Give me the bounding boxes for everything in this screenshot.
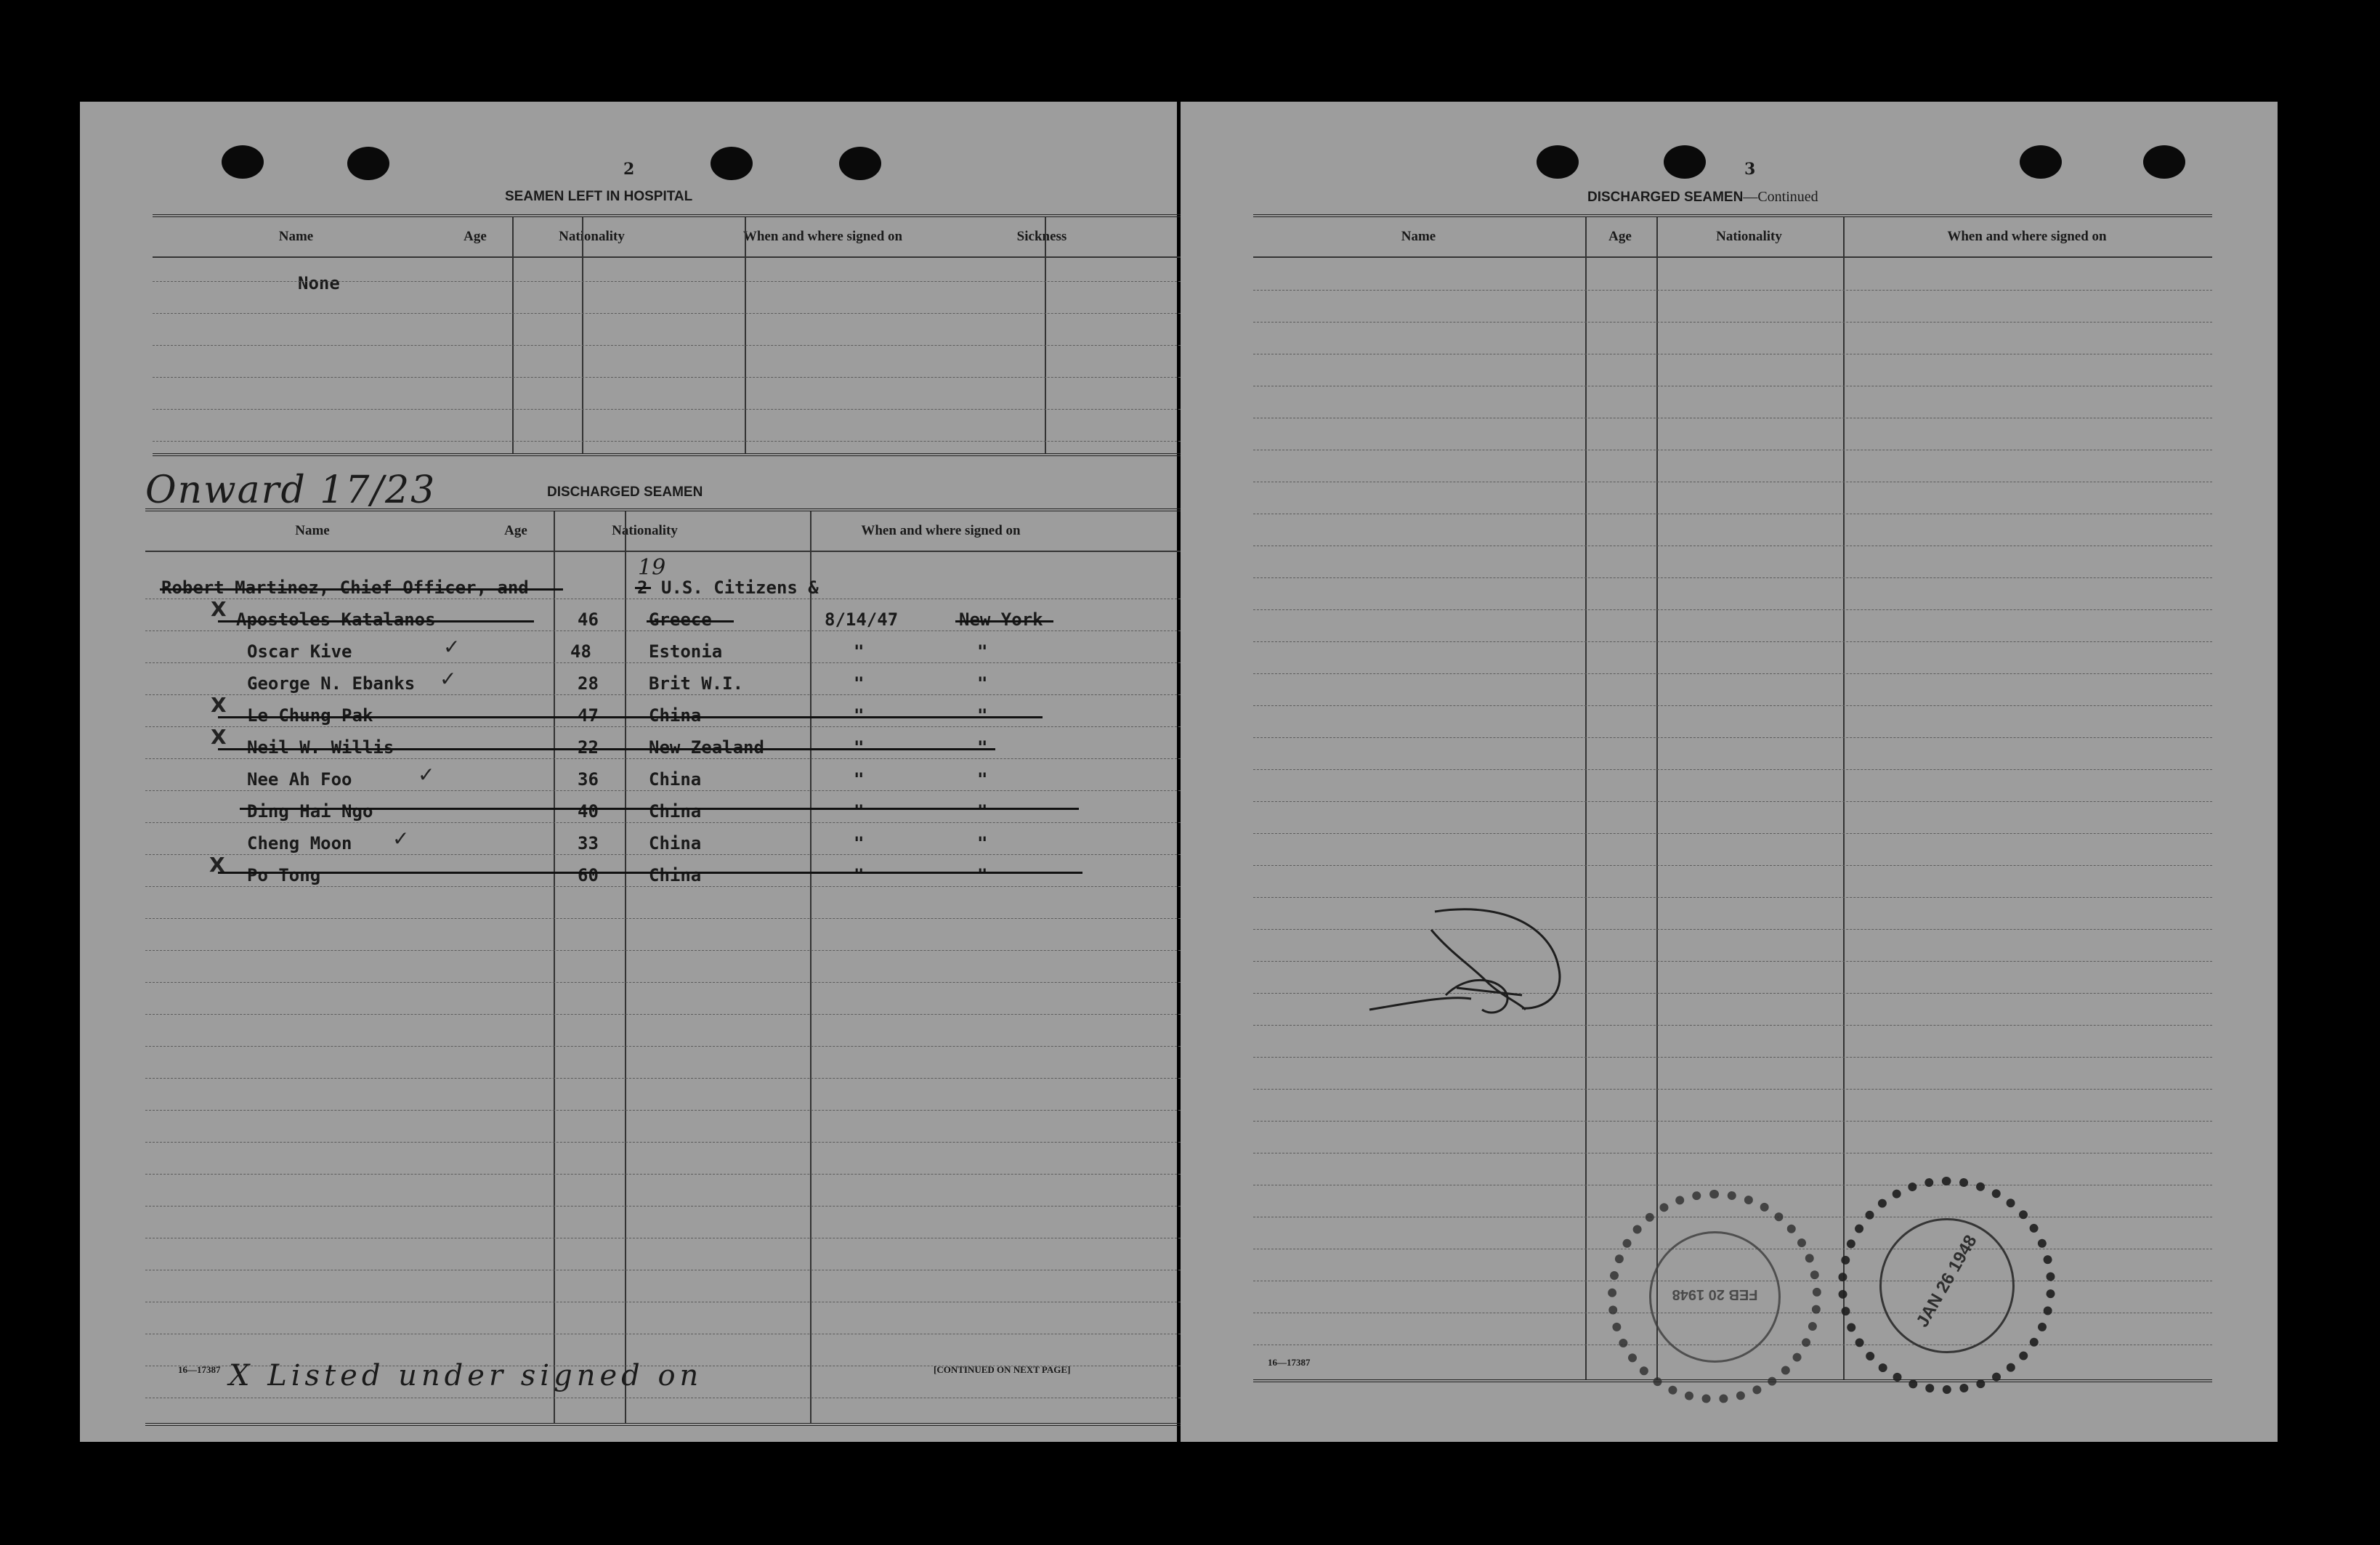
seaman-signed-place: " [977,705,988,726]
rule-line [145,790,1191,791]
right-page [1181,102,2278,1442]
seaman-signed-place: " [977,737,988,758]
column-divider [1045,217,1046,453]
punch-hole [347,147,389,180]
rule-line [145,950,1191,951]
rule-line [145,758,1191,759]
rule-line [1253,897,2212,898]
seaman-nationality: China [649,865,702,885]
seaman-nationality: New Zealand [649,737,764,758]
hospital-header [153,217,1191,258]
rule-line [145,1110,1191,1111]
seaman-name: Apostoles Katalanos [236,609,436,630]
rule-line [1253,577,2212,578]
rule-line [145,662,1191,663]
col-header-signed-on: When and where signed on [1947,229,2107,244]
x-mark: X [211,693,227,717]
col-header-name: Name [278,229,314,244]
seaman-age: 47 [578,705,599,726]
rule-line [145,886,1191,887]
rule-line [145,854,1191,855]
rule-line [1253,705,2212,706]
seaman-age: 48 [570,641,591,662]
rule-line [153,345,1191,346]
rule-line [1253,769,2212,770]
seaman-signed-date: " [854,673,865,694]
seaman-age: 60 [578,865,599,885]
header-row-nationality: U.S. Citizens & [661,577,819,598]
signature [1362,901,1580,1017]
punch-hole [1537,145,1579,179]
form-number: 16—17387 [178,1364,221,1375]
seaman-signed-place: " [977,833,988,853]
title-main: DISCHARGED SEAMEN [1587,190,1744,205]
rule-line [153,313,1191,314]
stamp-inner-ring [1879,1218,2015,1353]
header-row-count-original: 2 [637,577,648,598]
col-header-nationality: Nationality [1716,229,1782,244]
rule-line [145,822,1191,823]
seaman-age: 36 [578,769,599,790]
rule-line [1253,641,2212,642]
column-divider [512,217,514,453]
rule-line [153,281,1191,282]
stamp-date: JAN 26 1948 [1912,1231,1981,1331]
discharged-title: DISCHARGED SEAMEN [547,484,703,500]
postmark-stamp [1608,1190,1821,1403]
punch-hole [711,147,753,180]
seaman-signed-date: " [854,737,865,758]
rule-line [145,1206,1191,1207]
column-divider [1843,217,1845,1379]
rule-line [145,630,1191,631]
strike-line [635,587,651,589]
seaman-signed-date: 8/14/47 [825,609,899,630]
rule-line [145,694,1191,695]
handwritten-footnote: X Listed under signed on [229,1359,703,1392]
header-row-count-correction: 19 [638,555,666,580]
left-page [80,102,1177,1442]
punch-hole [2143,145,2185,179]
col-header-age: Age [464,229,487,244]
col-header-nationality: Nationality [559,229,625,244]
continued-note: [CONTINUED ON NEXT PAGE] [934,1364,1071,1375]
seaman-signed-date: " [854,705,865,726]
check-mark: ✓ [418,763,435,787]
col-header-nationality: Nationality [612,523,678,538]
seaman-signed-place: " [977,769,988,790]
col-header-age: Age [504,523,527,538]
rule-line [1253,801,2212,802]
seaman-signed-place: " [977,641,988,662]
hospital-table [153,214,1191,456]
continued-header [1253,217,2212,258]
strike-line [218,716,1043,718]
col-header-name: Name [1401,229,1436,244]
seaman-name: Ding Hai Ngo [247,801,373,822]
check-mark: ✓ [440,667,457,691]
rule-line [153,377,1191,378]
seaman-age: 46 [578,609,599,630]
check-mark: ✓ [443,635,461,659]
column-divider [745,217,746,453]
rule-line [1253,673,2212,674]
column-divider [625,511,626,1423]
seaman-signed-place: " [977,801,988,822]
seaman-name: Neil W. Willis [247,737,394,758]
seaman-age: 40 [578,801,599,822]
seaman-nationality: China [649,705,702,726]
strike-line [160,588,563,591]
seaman-name: Cheng Moon [247,833,352,853]
col-header-age: Age [1608,229,1632,244]
seaman-name: Oscar Kive [247,641,352,662]
column-divider [554,511,555,1423]
rule-line [1253,1025,2212,1026]
seaman-nationality: China [649,833,702,853]
strike-line [218,748,995,750]
page-number: 3 [1744,160,1756,179]
seaman-signed-place: " [977,673,988,694]
postmark-stamp [1838,1177,2055,1394]
seaman-signed-date: " [854,833,865,853]
punch-hole [2020,145,2062,179]
rule-line [1253,1089,2212,1090]
discharged-header [145,511,1191,552]
title-continued: —Continued [1743,189,1818,205]
punch-hole [839,147,881,180]
seaman-name: Nee Ah Foo [247,769,352,790]
hospital-title: SEAMEN LEFT IN HOSPITAL [505,189,693,204]
strike-line [218,620,534,623]
col-header-signed-on: When and where signed on [861,523,1021,538]
rule-line [1253,833,2212,834]
check-mark: ✓ [392,827,410,851]
strike-line [240,808,1079,810]
column-divider [582,217,583,453]
x-mark: X [211,725,227,749]
seaman-signed-date: " [854,801,865,822]
rule-line [153,441,1191,442]
seaman-nationality: China [649,801,702,822]
punch-hole [1664,145,1706,179]
rule-line [1253,1121,2212,1122]
rule-line [145,918,1191,919]
rule-line [1253,290,2212,291]
rule-line [145,1014,1191,1015]
page-number: 2 [623,160,635,179]
strike-line [647,620,734,623]
form-number: 16—17387 [1268,1357,1311,1368]
col-header-name: Name [295,523,330,538]
seaman-nationality: China [649,769,702,790]
seaman-signed-date: " [854,865,865,885]
seaman-signed-place: New York [959,609,1043,630]
x-mark: X [209,853,225,877]
strike-line [218,872,1082,874]
rule-line [1253,322,2212,323]
seaman-age: 22 [578,737,599,758]
seaman-signed-place: " [977,865,988,885]
strike-line [955,620,1053,623]
punch-hole [222,145,264,179]
rule-line [145,1142,1191,1143]
rule-line [1253,609,2212,610]
seaman-signed-date: " [854,641,865,662]
rule-line [145,1174,1191,1175]
column-divider [810,511,811,1423]
stamp-date: FEB 20 1948 [1672,1286,1758,1302]
rule-line [1253,737,2212,738]
rule-line [145,982,1191,983]
col-header-sickness: Sickness [1016,229,1067,244]
seaman-name: Po Tong [247,865,321,885]
seaman-nationality: Greece [649,609,712,630]
rule-line [145,1078,1191,1079]
seaman-name: George N. Ebanks [247,673,416,694]
rule-line [1253,865,2212,866]
seaman-nationality: Estonia [649,641,723,662]
stamp-inner-ring [1649,1231,1781,1363]
header-row-name: Robert Martinez, Chief Officer, and [161,577,529,598]
seaman-age: 33 [578,833,599,853]
x-mark: X [211,597,227,621]
column-divider [1585,217,1587,1379]
seaman-name: Le Chung Pak [247,705,373,726]
seaman-nationality: Brit W.I. [649,673,744,694]
hospital-entry: None [298,273,340,293]
rule-line [145,1046,1191,1047]
seaman-age: 28 [578,673,599,694]
discharged-table [145,508,1191,1426]
rule-line [1253,1057,2212,1058]
col-header-signed-on: When and where signed on [742,229,903,244]
rule-line [145,726,1191,727]
handwritten-onward-note: Onward 17/23 [145,469,437,512]
seaman-signed-date: " [854,769,865,790]
discharged-continued-title [1587,189,1818,206]
rule-line [153,409,1191,410]
